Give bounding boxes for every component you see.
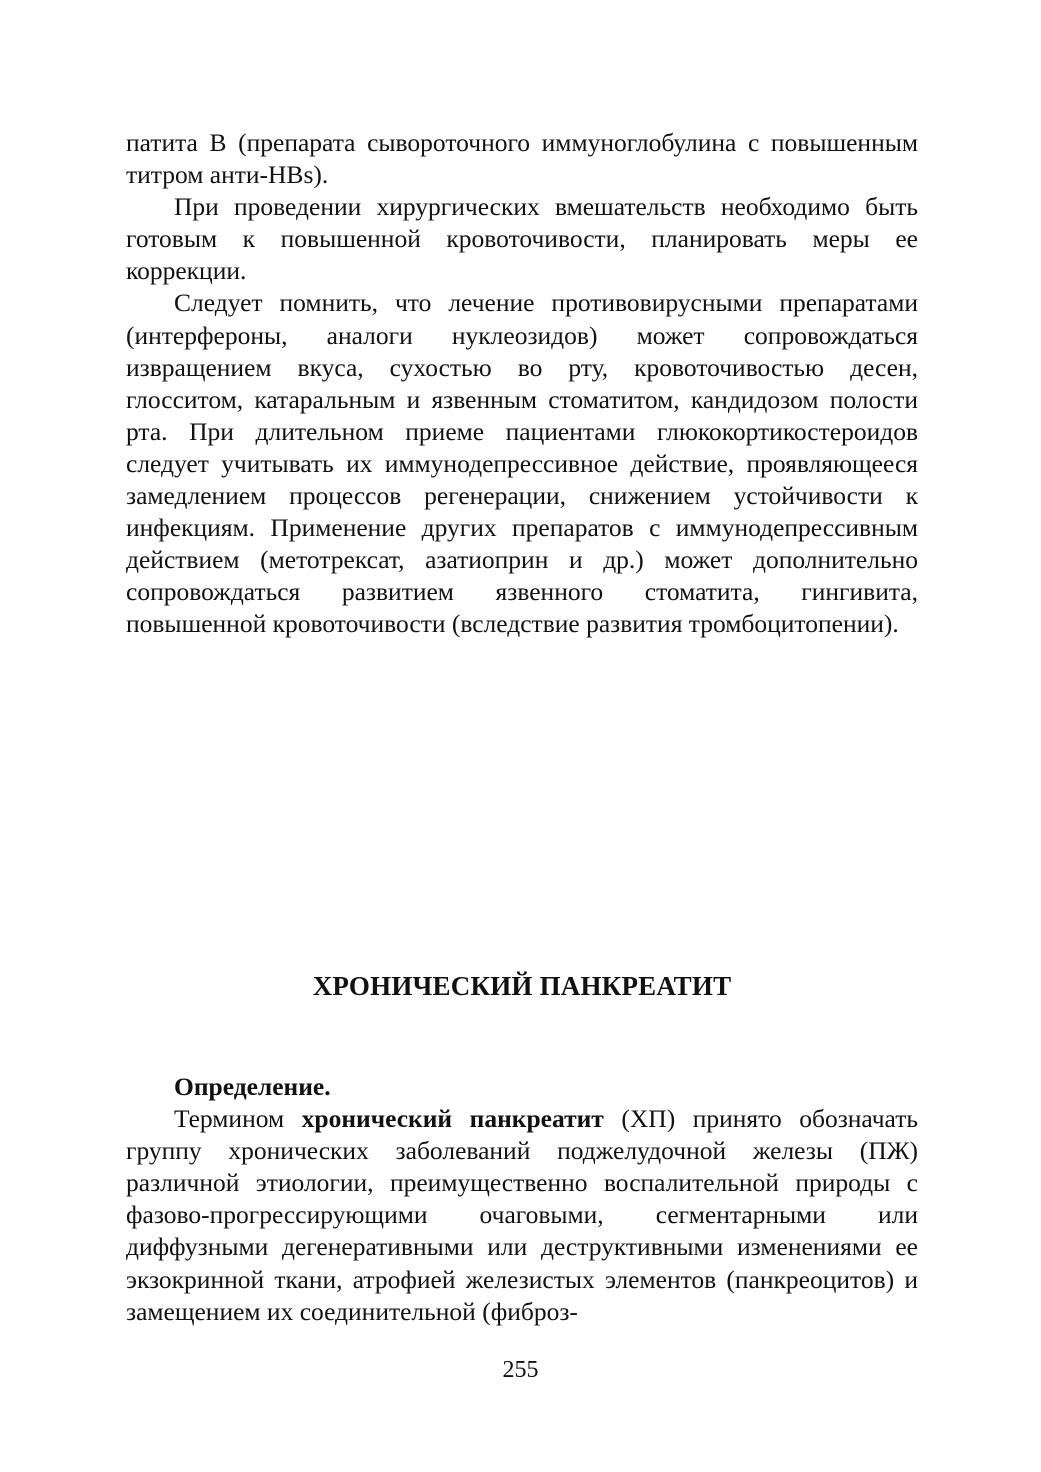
paragraph-continuation: патита В (препарата сывороточного иммуноглобулина с повышенным титром анти-HBs). <box>126 128 918 190</box>
subheading-definition: Определение. <box>174 1072 331 1101</box>
paragraph-surgery: При проведении хирургических вмешательств необходимо быть готовым к повышенной кровоточивости, планировать меры ее коррекции. <box>126 192 918 286</box>
section-title: ХРОНИЧЕСКИЙ ПАНКРЕАТИТ <box>312 971 732 1001</box>
page-number: 255 <box>502 1357 539 1383</box>
definition-term: хронический панкреатит <box>301 1104 604 1134</box>
text-block-top <box>126 127 918 641</box>
definition-lead: Термином <box>174 1104 302 1134</box>
paragraph-definition <box>126 1103 918 1328</box>
paragraph-antiviral: Следует помнить, что лечение противовирусными препаратами (интерфероны, аналоги нуклеозидов) может сопровождаться извращением вкуса, сухостью во рту, кровоточивостью десен, глосситом, катаральным и язвенным стоматитом, кандидозом полости рта. При длительном приеме пациентами глюкокортикостероидов следует учитывать их иммунодепрессивное действие, проявляющееся замедлением процессов регенерации, снижением устойчивости к инфекциям. Применение других препаратов с иммунодепрессивным действием (метотрексат, азатиоприн и др.) может дополнительно сопровождаться развитием язвенного стоматита, гингивита, повышенной кровоточивости (вследствие развития тромбоцитопении). <box>126 288 918 639</box>
text-block-definition <box>126 1071 918 1328</box>
definition-rest: (ХП) принято обозначать группу хронических заболеваний поджелудочной железы (ПЖ) различной этиологии, преимущественно воспалительной природы с фазово-прогрессирующими очаговыми, сегментарными или диффузными дегенеративными или деструктивными изменениями ее экзокринной ткани, атрофией железистых элементов (панкреоцитов) и замещением их соединительной (фиброз- <box>126 1104 918 1326</box>
